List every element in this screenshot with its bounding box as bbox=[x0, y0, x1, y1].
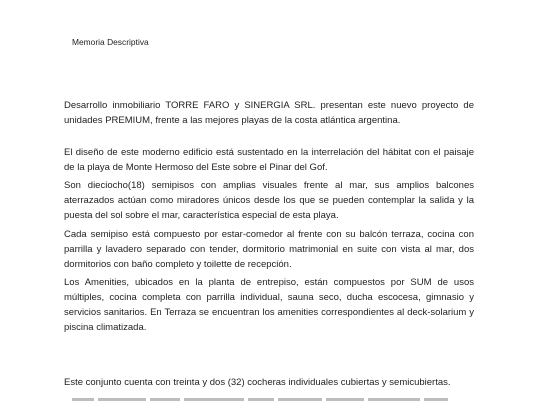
paragraph-intro: Desarrollo inmobiliario TORRE FARO y SINERGIA SRL. presentan este nuevo proyecto de unidades PREMIUM, frente a las mejores playas de la costa atlántica argentina. bbox=[64, 100, 474, 126]
paragraph-amenities: Los Amenities, ubicados en la planta de entrepiso, están compuestos por SUM de usos múltiples, cocina completa con parrilla individual, sauna seco, ducha escocesa, gimnasio y servicios sanitarios. En Terraza se encuentran los amenities correspondientes al deck-solarium y piscina climatizada. bbox=[64, 277, 474, 333]
document-heading: Memoria Descriptiva bbox=[72, 37, 149, 47]
paragraph-parking: Este conjunto cuenta con treinta y dos (32) cocheras individuales cubiertas y semicubiertas. bbox=[64, 377, 451, 388]
paragraph-semipisos: Son dieciocho(18) semipisos con amplias visuales frente al mar, sus amplios balcones aterrazados actúan como miradores únicos desde los que se pueden contemplar la salida y la puesta del sol sobre el mar, característica especial de esta playa. bbox=[64, 180, 474, 221]
paragraph-composition: Cada semipiso está compuesto por estar-comedor al frente con su balcón terraza, cocina con parrilla y lavadero separado con tender, dormitorio matrimonial en suite con vista al mar, dos dormitorios con baño completo y toilette de recepción. bbox=[64, 229, 474, 270]
paragraph-design: El diseño de este moderno edificio está sustentado en la interrelación del hábitat con el paisaje de la playa de Monte Hermoso del Este sobre el Pinar del Gof. bbox=[64, 147, 474, 173]
cut-off-text-line bbox=[72, 398, 467, 404]
